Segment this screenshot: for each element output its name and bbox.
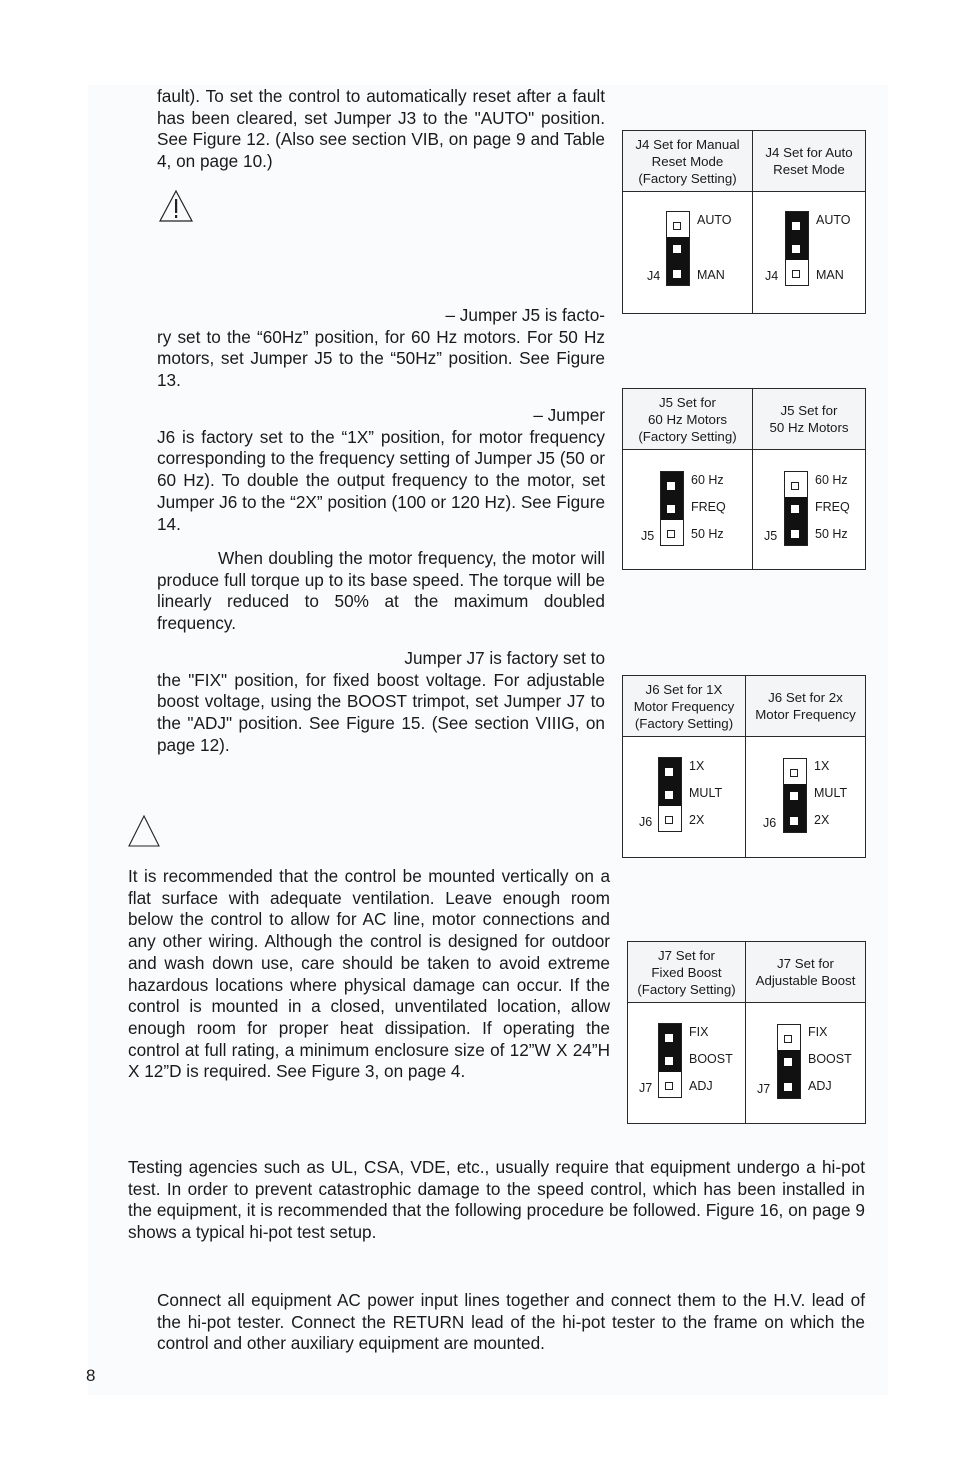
jumper-pin (665, 1034, 673, 1042)
header-line: J7 Set for (658, 947, 715, 963)
jumper-pin (665, 816, 673, 824)
jumper-pin (673, 270, 681, 278)
figure-j7-adjustable-cell (746, 1003, 865, 1123)
figure-j6-2x-cell (746, 737, 865, 857)
paragraph-auto-reset: fault). To set the control to automatically reset after a fault has been cleared, set Jumper J3 to the "AUTO" position. See Figure 12. (Also see section VIB, on page 9 and Table 4, on page 10.) (157, 86, 605, 172)
jumper-block (658, 757, 682, 832)
pin-label: 60 Hz (691, 473, 724, 487)
figure-j5-left-header (623, 389, 752, 450)
header-line: 60 Hz Motors (647, 411, 728, 427)
header-line: Motor Frequency (755, 707, 856, 722)
jumper-block (666, 211, 690, 286)
pin-label: 50 Hz (815, 527, 848, 541)
warning-triangle-icon (159, 190, 193, 222)
paragraph-j6-body: J6 is factory set to the “1X” position, for motor frequency corresponding to the frequency setting of Jumper J5 (50 or 60 Hz). To double the output frequency to the motor, set Jumper J6 to the “2X” position (100 or 120 Hz). See Figure 14. (157, 426, 605, 534)
pin-label: AUTO (816, 213, 851, 227)
header-line: (Factory Setting) (634, 715, 734, 731)
jumper-block (660, 471, 684, 546)
header-line: J5 Set for (780, 403, 838, 418)
figure-j4-left-header (623, 131, 752, 192)
jumper-pin (791, 505, 799, 513)
pin-label: 2X (689, 813, 705, 827)
pin-label: AUTO (697, 213, 732, 227)
jumper-label: J4 (647, 269, 661, 283)
figure-j4-manual-cell (623, 192, 752, 313)
jumper-label: J7 (757, 1082, 771, 1096)
pin-label: MULT (689, 786, 723, 800)
jumper-pin (784, 1083, 792, 1091)
pin-label: FIX (689, 1025, 709, 1039)
pin-label: ADJ (808, 1079, 832, 1093)
page-number: 8 (86, 1366, 96, 1385)
header-line: J7 Set for (777, 956, 834, 971)
jumper-pin (673, 245, 681, 253)
figure-j4-auto-cell (753, 192, 865, 313)
jumper-pin (667, 530, 675, 538)
paragraph-j5-first-line: – Jumper J5 is facto- (445, 305, 605, 325)
jumper-pin (790, 817, 798, 825)
figure-j6-left-header (623, 676, 745, 737)
jumper-pin (792, 270, 800, 278)
header-line: J4 Set for Manual (635, 136, 740, 152)
jumper-pin (667, 505, 675, 513)
figure-j5-50hz-cell (753, 450, 865, 569)
header-line: Adjustable Boost (755, 973, 856, 988)
paragraph-j7 (157, 648, 605, 757)
pin-label: FIX (808, 1025, 828, 1039)
paragraph-hipot: Testing agencies such as UL, CSA, VDE, etc., usually require that equipment undergo a hi-pot test. In order to prevent catastrophic damage to the speed control, which has been installed in the equipment, it is recommended that the following procedure be followed. Figure 16, on page 9 shows a typical hi-pot test setup. (128, 1157, 865, 1243)
jumper-pin (790, 792, 798, 800)
figure-j4-jumper (622, 130, 866, 314)
header-line: J6 Set for 1X (645, 681, 723, 697)
jumper-pin (791, 530, 799, 538)
jumper-pin (673, 222, 681, 230)
jumper-pin (665, 791, 673, 799)
header-line: (Factory Setting) (638, 428, 737, 444)
pin-label: ADJ (689, 1079, 713, 1093)
figure-j4-right-header (753, 131, 865, 192)
figure-j5-right-header (753, 389, 865, 450)
jumper-pin (792, 222, 800, 230)
figure-j7-left-header (628, 942, 745, 1003)
pin-label: 1X (689, 759, 705, 773)
jumper-pin (792, 245, 800, 253)
jumper-block (784, 471, 808, 546)
header-line: J4 Set for Auto (765, 145, 853, 160)
pin-label: 2X (814, 813, 830, 827)
pin-label: MAN (697, 268, 725, 282)
jumper-pin (665, 1057, 673, 1065)
pin-label: FREQ (691, 500, 726, 514)
header-line: J5 Set for (659, 394, 716, 410)
jumper-pin (791, 482, 799, 490)
header-line: 50 Hz Motors (769, 420, 849, 435)
jumper-label: J6 (763, 816, 777, 830)
paragraph-j6-first-line: – Jumper (533, 405, 605, 425)
paragraph-j5 (157, 305, 605, 392)
paragraph-j6 (157, 405, 605, 535)
jumper-block (783, 758, 807, 833)
pin-label: 50 Hz (691, 527, 724, 541)
jumper-pin (665, 1082, 673, 1090)
pin-label: FREQ (815, 500, 850, 514)
jumper-block (658, 1023, 682, 1098)
header-line: (Factory Setting) (637, 981, 736, 997)
paragraph-j7-first-line: Jumper J7 is factory set to (404, 648, 605, 668)
warning-triangle-icon (128, 815, 160, 847)
pin-label: MAN (816, 268, 844, 282)
figure-j7-jumper (627, 941, 866, 1124)
paragraph-mounting: It is recommended that the control be mounted vertically on a flat surface with adequate ventilation. Leave enough room below the control to allow for AC line, motor connections and any other wiring. Although the control is designed for outdoor and wash down use, care should be taken to avoid extreme hazardous locations where physical damage can occur. If the control is mounted in a closed, unventilated location, allow enough room for proper heat dissipation. If operating the control at full rating, a minimum enclosure size of 12”W X 24”H X 12”D is required. See Figure 3, on page 4. (128, 866, 610, 1082)
header-line: Motor Frequency (633, 698, 735, 714)
pin-label: 1X (814, 759, 830, 773)
pin-label: BOOST (808, 1052, 852, 1066)
header-line: Reset Mode (651, 153, 724, 169)
figure-j5-60hz-cell (623, 450, 752, 569)
figure-j7-fixed-cell (628, 1003, 745, 1123)
paragraph-doubling-note: When doubling the motor frequency, the motor will produce full torque up to its base speed. The torque will be linearly reduced to 50% at the maximum doubled frequency. (157, 548, 605, 634)
jumper-label: J6 (639, 815, 653, 829)
jumper-label: J5 (641, 529, 655, 543)
pin-label: MULT (814, 786, 848, 800)
jumper-block (777, 1024, 801, 1099)
header-line: Reset Mode (773, 162, 845, 177)
jumper-pin (667, 482, 675, 490)
jumper-block (785, 211, 809, 286)
figure-j6-1x-cell (623, 737, 745, 857)
jumper-label: J4 (765, 269, 779, 283)
figure-j7-right-header (746, 942, 865, 1003)
jumper-pin (784, 1035, 792, 1043)
paragraph-j5-body: ry set to the “60Hz” position, for 60 Hz motors. For 50 Hz motors, set Jumper J5 to the “50Hz” position. See Figure 13. (157, 326, 605, 391)
jumper-pin (784, 1058, 792, 1066)
header-line: Fixed Boost (651, 964, 722, 980)
paragraph-hipot-step: Connect all equipment AC power input lines together and connect them to the H.V. lead of the hi-pot tester. Connect the RETURN lead of the hi-pot tester to the frame on which the control and other auxiliary equipment are mounted. (157, 1290, 865, 1354)
pin-label: 60 Hz (815, 473, 848, 487)
jumper-pin (665, 768, 673, 776)
header-line: (Factory Setting) (638, 170, 737, 186)
pin-label: BOOST (689, 1052, 733, 1066)
paragraph-j7-body: the "FIX" position, for fixed boost voltage. For adjustable boost voltage, using the BOOST trimpot, set Jumper J7 to the "ADJ" position. See Figure 15. (See section VIIIG, on page 12). (157, 669, 605, 755)
jumper-label: J5 (764, 529, 778, 543)
jumper-pin (790, 769, 798, 777)
figure-j6-jumper (622, 675, 866, 858)
header-line: J6 Set for 2x (768, 690, 843, 705)
figure-j5-jumper (622, 388, 866, 570)
figure-j6-right-header (746, 676, 865, 737)
jumper-label: J7 (639, 1081, 653, 1095)
